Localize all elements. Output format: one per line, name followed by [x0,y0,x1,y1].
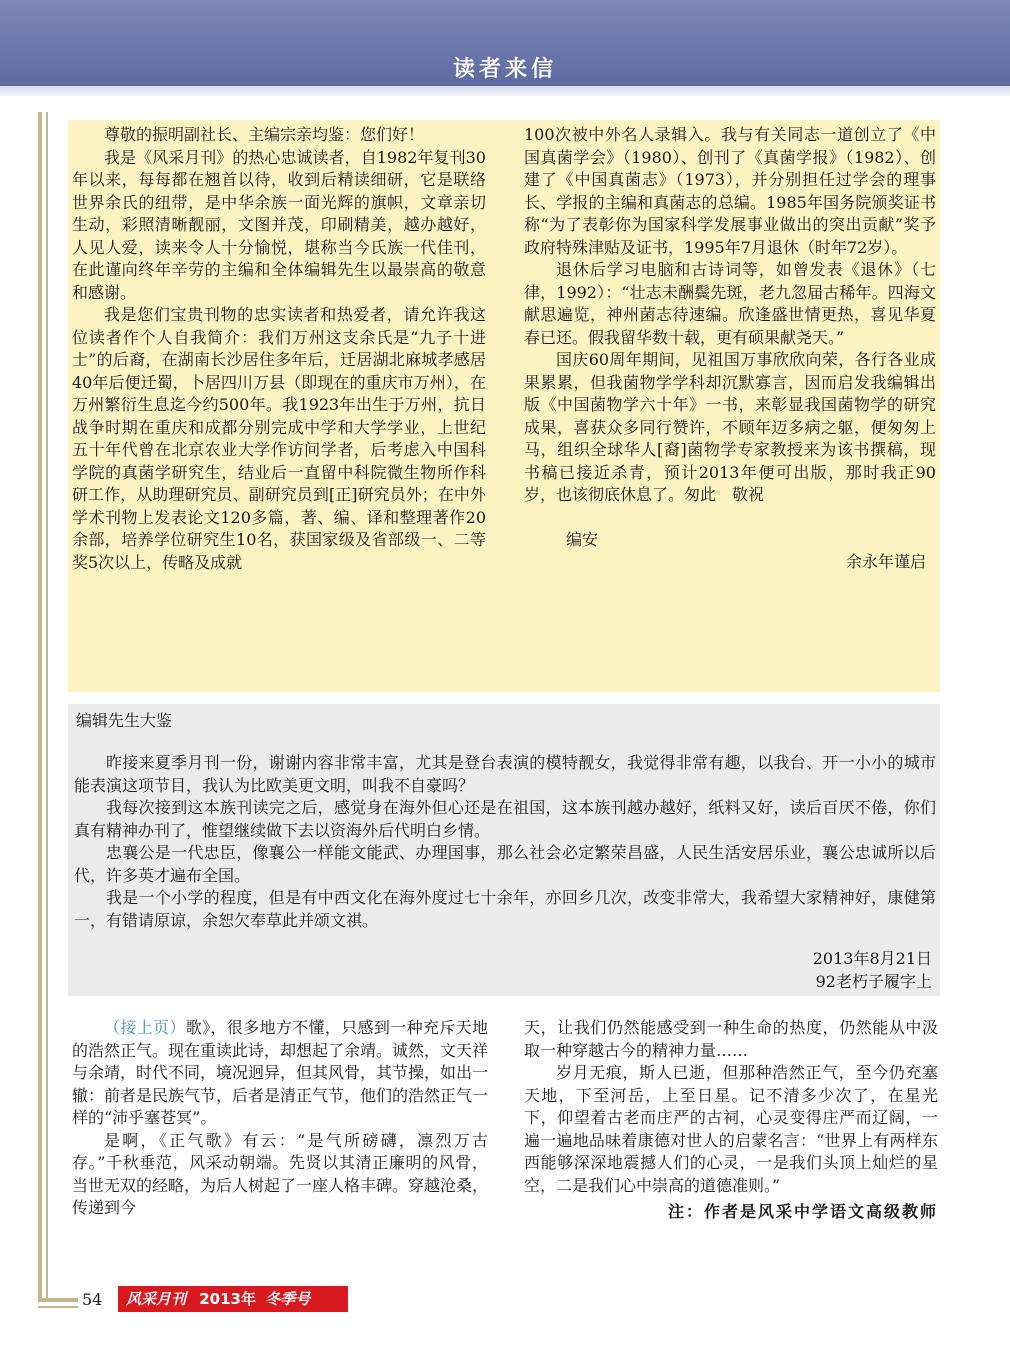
closing: 编安 [566,529,599,549]
date: 2013年8月21日 [812,949,932,968]
paragraph: 100次被中外名人录辑入。我与有关同志一道创立了《中国真菌学会》（1980）、创刊了《真菌学报》（1982）、创建了《中国真菌志》（1973），并分别担任过学会的理事长、学报的主编和真菌志的总编。1985年国务院颁奖证书称“为了表彰你为国家科学发展事业做出的突出贡献”奖予政府特殊津贴及证书，1995年7月退休（时年72岁）。 [524,125,936,257]
paragraph: 忠襄公是一代忠臣，像襄公一样能文能武、办理国事，那么社会必定繁荣昌盛，人民生活安居乐业，襄公忠诚所以后代，许多英才遍布全国。 [74,843,936,885]
letter2-body [74,752,936,932]
article-left-column [72,1017,488,1220]
paragraph: 天，让我们仍然能感受到一种生命的热度，仍然能从中汲取一种穿越古今的精神力量…… [524,1018,938,1060]
paragraph: 退休后学习电脑和古诗词等，如曾发表《退休》（七律，1992）：“壮志未酬鬓先斑，老九忽届古稀年。四海文献思遍览，神州菌志待速编。欣逢盛世情更热，喜见华夏春已还。假我留华数十载，更有硕果献尧天。” [524,260,936,347]
header-stripe [0,86,1010,96]
page-border-line [38,1306,78,1308]
signature: 92老朽子履字上 [815,971,932,991]
letter-yu-yongnian [68,120,940,692]
author-note: 注：作者是风采中学语文高级教师 [667,1202,938,1221]
magazine-name: 风采月刊 [126,1290,187,1308]
page-border-line [38,1298,78,1302]
issue-year: 2013年 [199,1290,256,1308]
paragraph: 我每次接到这本族刊读完之后，感觉身在海外但心还是在祖国，这本族刊越办越好，纸料又好，读后百厌不倦，你们真有精神办刊了，惟望继续做下去以资海外后代明白乡情。 [74,798,936,840]
section-title: 读者来信 [452,57,557,82]
signature: 余永年谨启 [845,552,926,571]
paragraph: 尊敬的振明副社长、主编宗亲均鉴：您们好！ [104,125,425,144]
paragraph-text: 歌》，很多地方不懂，只感到一种充斥天地的浩然正气。现在重读此诗，却想起了余靖。诚然，文天祥与余靖，时代不同，境况迥异，但其风骨，其节操，如出一辙：前者是民族气节，后者是清正气节，他们的浩然正气一样的“沛乎塞苍冥”。 [72,1018,489,1127]
paragraph: 岁月无痕，斯人已逝，但那种浩然正气，至今仍充塞天地，下至河岳，上至日星。记不清多少次了，在星光下，仰望着古老而庄严的古祠，心灵变得庄严而辽阔，一遍一遍地品味着康德对世人的启蒙名言：“世界上有两样东西能够深深地震撼人们的心灵，一是我们头顶上灿烂的星空，二是我们心中崇高的道德准则。” [524,1063,938,1195]
paragraph: 我是《风采月刊》的热心忠诚读者，自1982年复刊30年以来，每每都在翘首以待，收到后精读细研，它是联络世界余氏的纽带，是中华余族一面光辉的旗帜，文章亲切生动，彩照清晰靓丽，文图并茂，印刷精美，越办越好，人见人爱，读来令人十分愉悦，堪称当今氏族一代佳刊，在此谨向终年辛劳的主编和全体编辑先生以最崇高的敬意和感谢。 [72,147,486,302]
issue-season: 冬季号 [265,1290,311,1308]
paragraph: 我是一个小学的程度，但是有中西文化在海外度过七十余年，亦回乡几次，改变非常大，我希望大家精神好，康健第一，有错请原谅，余恕欠奉草此并颂文祺。 [74,888,936,930]
magazine-footer-badge [118,1286,348,1312]
paragraph: 昨接来夏季月刊一份，谢谢内容非常丰富，尤其是登台表演的模特靓女，我觉得非常有趣，以我台、开一小小的城市能表演这项节目，我认为比欧美更文明，叫我不自豪吗？ [74,753,936,795]
paragraph: 我是您们宝贵刊物的忠实读者和热爱者，请允许我这位读者作个人自我简介：我们万州这支余氏是“九子十进士”的后裔，在湖南长沙居住多年后，迁居湖北麻城孝感居40年后便迁蜀，卜居四川万县（即现在的重庆市万州），在万州繁衍生息迄今约500年。我1923年出生于万州，抗日战争时期在重庆和成都分别完成中学和大学学业，上世纪五十年代曾在北京农业大学作访问学者，后考虑入中国科学院的真菌学研究生，结业后一直留中科院微生物所作科研工作，从助理研究员、副研究员到[正]研究员外；在中外学术刊物上发表论文120多篇，著、编、译和整理著作20余部，培养学位研究生10名，获国家级及省部级一、二等奖5次以上，传略及成就 [72,305,486,572]
letter2-signature-block [813,948,932,993]
continued-from-label: （接上页） [104,1018,186,1037]
paragraph: 国庆60周年期间，见祖国万事欣欣向荣，各行各业成果累累，但我菌物学学科却沉默寡言，因而启发我编辑出版《中国菌物学六十年》一书，来彰显我国菌物学的研究成果，喜获众多同行赞许，不顾年迈多病之躯，便匆匆上马，组织全球华人[裔]菌物学专家教授来为该书撰稿，现书稿已接近杀青，预计2013年便可出版，那时我正90岁，也该彻底休息了。匆此 敬祝 [524,350,936,504]
letter1-right-column [524,124,936,574]
paragraph [72,1017,488,1130]
page-border-line [38,112,42,1302]
page-number: 54 [82,1290,103,1309]
article-right-column [524,1017,938,1224]
paragraph: 是啊，《正气歌》有云：“是气所磅礴，凛烈万古存。”千秋垂范，风采动朝端。先贤以其清正廉明的风骨，当世无双的经略，为后人树起了一座人格丰碑。穿越沧桑，传递到今 [72,1130,489,1217]
page-border-line [46,112,48,1302]
letter1-left-column [72,124,486,574]
salutation: 编辑先生大鉴 [76,711,173,730]
letter-elder-reader [68,704,940,996]
